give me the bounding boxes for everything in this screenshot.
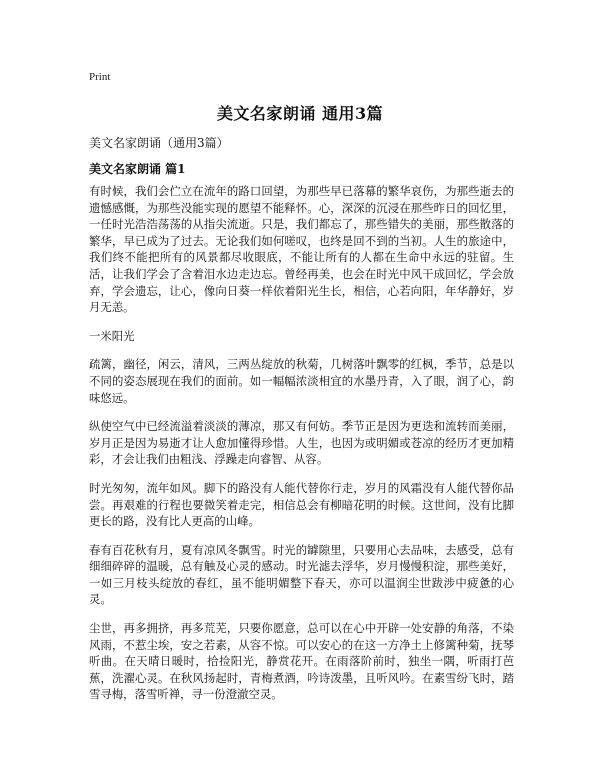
paragraph: 时光匆匆，流年如风。脚下的路没有人能代替你行走，岁月的风霜没有人能代替你品尝。再艰难的行程也要微笑着走完，相信总会有柳暗花明的时候。这世间，没有比脚更长的路，没有比人更高的山峰。 [89, 480, 514, 529]
paragraph: 有时候，我们会伫立在流年的路口回望，为那些早已落幕的繁华哀伤，为那些逝去的遗憾感慨，为那些没能实现的愿望不能释怀。心，深深的沉浸在那些昨日的回忆里，一任时光浩浩荡荡的从指尖流逝。只是，我们都忘了，那些错失的美丽，那些散落的繁华，早已成为了过去。无论我们如何嗟叹，也终是回不到的当初。人生的旅途中，我们终不能把所有的风景都尽收眼底，不能让所有的人都在生命中永远的驻留。生活，让我们学会了含着泪水边走边忘。曾经再美，也会在时光中风干成回忆，学会放弃，学会遗忘，让心，像向日葵一样依着阳光生长，相信，心若向阳，年华静好，岁月无恙。 [89, 184, 514, 315]
document-title: 美文名家朗诵 通用3篇 [216, 104, 384, 123]
sub-heading: 一米阳光 [89, 328, 135, 343]
section-heading: 美文名家朗诵 篇1 [89, 162, 186, 176]
paragraph: 尘世，再多拥挤，再多荒芜，只要你愿意，总可以在心中开辟一处安静的角落，不染风雨，不惹尘埃，安之若素，从容不惊。可以安心的在这一方净土上修篱种菊，抚琴听曲。在天晴日暖时，拾捡阳光，静赏花开。在雨落阶前时，独坐一隅，听雨打芭蕉，洗濯心灵。在秋风扬起时，青梅煮酒，吟诗泼墨，且听风吟。在素雪纷飞时，踏雪寻梅，落雪听禅，寻一份澄澈空灵。 [89, 621, 514, 702]
paragraph: 疏篱，幽径，闲云，清风，三两丛绽放的秋菊，几树落叶飘零的红枫，季节，总是以不同的姿态展现在我们的面前。如一幅幅浓淡相宜的水墨丹青，入了眼，润了心，韵味悠远。 [89, 357, 514, 405]
paragraph: 春有百花秋有月，夏有凉风冬飘雪。时光的罅隙里，只要用心去品味，去感受，总有细细碎碎的温暖，总有触及心灵的感动。时光滤去浮华，岁月慢慢积淀，那些美好，一如三月枝头绽放的春红，虽不能明媚整下春天，亦可以温润尘世跋涉中疲惫的心灵。 [89, 542, 514, 607]
document-body [89, 183, 514, 715]
document-subtitle: 美文名家朗诵（通用3篇） [89, 136, 229, 150]
print-label: Print [89, 71, 111, 83]
paragraph: 纵使空气中已经流溢着淡淡的薄凉，那又有何妨。季节正是因为更迭和流转而美丽，岁月正是因为易逝才让人愈加懂得珍惜。人生，也因为或明媚或苍凉的经历才更加精彩，才会让我们由粗浅、浮躁走向睿智、从容。 [89, 419, 514, 467]
